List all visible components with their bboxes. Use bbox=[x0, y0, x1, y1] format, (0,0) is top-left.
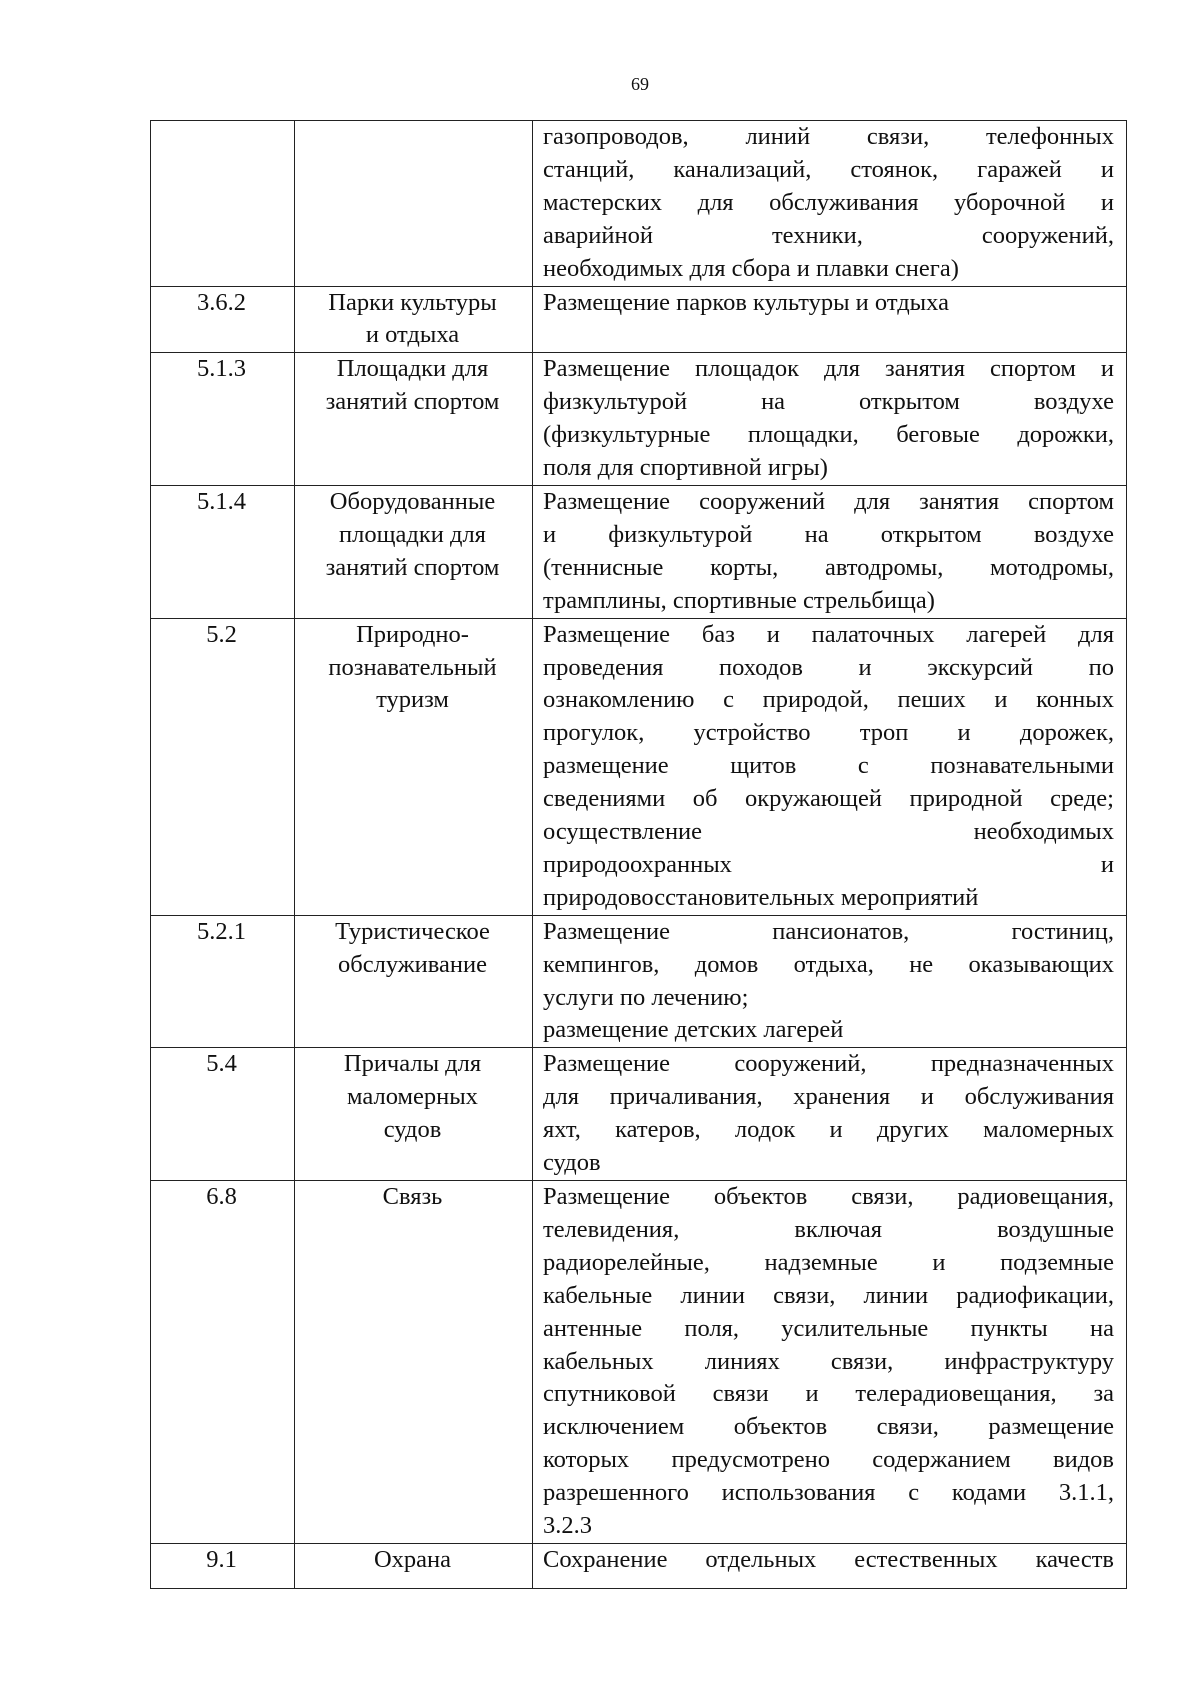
description-line: необходимых для сбора и плавки снега) bbox=[543, 254, 959, 282]
name-line: туризм bbox=[376, 686, 449, 714]
description-line: Размещение пансионатов, гостиниц, bbox=[543, 917, 1114, 945]
name-line: занятий спортом bbox=[325, 388, 500, 416]
description-line: и физкультурой на открытом воздухе bbox=[543, 520, 1114, 548]
name-line: и отдыха bbox=[365, 321, 460, 349]
name-cell bbox=[295, 618, 533, 915]
name-line: Охрана bbox=[373, 1545, 452, 1573]
description-line: природоохранных и bbox=[543, 850, 1114, 878]
description-line: газопроводов, линий связи, телефонных bbox=[543, 123, 1114, 150]
description-line: станций, канализаций, стоянок, гаражей и bbox=[543, 155, 1114, 183]
code-cell bbox=[151, 121, 295, 287]
name-line: Площадки для bbox=[336, 355, 489, 383]
description-line: для причаливания, хранения и обслуживания bbox=[543, 1083, 1114, 1111]
description-line: (теннисные корты, автодромы, мотодромы, bbox=[543, 553, 1114, 581]
description-line: судов bbox=[543, 1149, 601, 1177]
description-line: трамплины, спортивные стрельбища) bbox=[543, 586, 935, 614]
description-line: телевидения, включая воздушные bbox=[543, 1215, 1114, 1243]
description-line: антенные поля, усилительные пункты на bbox=[543, 1314, 1114, 1342]
code-cell: 5.1.3 bbox=[151, 353, 295, 486]
description-cell bbox=[533, 1181, 1127, 1544]
description-line: физкультурой на открытом воздухе bbox=[543, 388, 1114, 416]
description-line: ознакомлению с природой, пеших и конных bbox=[543, 686, 1114, 714]
description-line: мастерских для обслуживания уборочной и bbox=[543, 188, 1114, 216]
description-line: размещение щитов с познавательными bbox=[543, 752, 1114, 780]
name-cell bbox=[295, 1543, 533, 1588]
code-cell: 5.4 bbox=[151, 1048, 295, 1181]
description-line: Размещение парков культуры и отдыха bbox=[543, 288, 949, 316]
name-line: занятий спортом bbox=[325, 553, 500, 581]
description-cell bbox=[533, 618, 1127, 915]
description-line: осуществление необходимых bbox=[543, 818, 1114, 846]
code-cell: 6.8 bbox=[151, 1181, 295, 1544]
table-body bbox=[151, 121, 1127, 1589]
name-cell bbox=[295, 353, 533, 486]
name-line: судов bbox=[383, 1116, 442, 1144]
description-line: проведения походов и экскурсий по bbox=[543, 653, 1114, 681]
name-line: Оборудованные bbox=[329, 487, 496, 515]
description-line: Сохранение отдельных естественных качеств bbox=[543, 1545, 1114, 1573]
description-line: (физкультурные площадки, беговые дорожки, bbox=[543, 421, 1114, 449]
name-line: площадки для bbox=[339, 520, 486, 548]
name-line: обслуживание bbox=[338, 950, 487, 978]
description-line: природовосстановительных мероприятий bbox=[543, 883, 979, 911]
description-cell bbox=[533, 1543, 1127, 1588]
description-line: яхт, катеров, лодок и других маломерных bbox=[543, 1116, 1114, 1144]
name-line: Связь bbox=[382, 1183, 443, 1210]
name-cell bbox=[295, 121, 533, 287]
description-cell bbox=[533, 1048, 1127, 1181]
description-cell bbox=[533, 485, 1127, 618]
description-line: Размещение сооружений, предназначенных bbox=[543, 1050, 1114, 1078]
table-row bbox=[151, 1048, 1127, 1181]
description-line: размещение детских лагерей bbox=[543, 1016, 844, 1044]
table-row bbox=[151, 1543, 1127, 1588]
description-line: Размещение сооружений для занятия спортом bbox=[543, 487, 1114, 515]
table-row bbox=[151, 353, 1127, 486]
name-line: Природно- bbox=[356, 620, 469, 648]
code-cell: 5.2 bbox=[151, 618, 295, 915]
description-line: сведениями об окружающей природной среде; bbox=[543, 785, 1114, 813]
description-line: поля для спортивной игры) bbox=[543, 454, 828, 482]
description-line: которых предусмотрено содержанием видов bbox=[543, 1446, 1114, 1474]
code-cell: 5.1.4 bbox=[151, 485, 295, 618]
description-line: кабельных линиях связи, инфраструктуру bbox=[543, 1347, 1114, 1375]
description-line: 3.2.3 bbox=[543, 1512, 592, 1540]
name-line: маломерных bbox=[347, 1083, 478, 1111]
description-line: кемпингов, домов отдыха, не оказывающих bbox=[543, 950, 1114, 978]
name-line: познавательный bbox=[328, 653, 497, 681]
table-row bbox=[151, 485, 1127, 618]
description-cell bbox=[533, 915, 1127, 1048]
description-line: прогулок, устройство троп и дорожек, bbox=[543, 719, 1114, 747]
description-line: Размещение баз и палаточных лагерей для bbox=[543, 620, 1114, 648]
table-row bbox=[151, 286, 1127, 353]
name-cell bbox=[295, 1181, 533, 1544]
page-number: 69 bbox=[631, 74, 649, 94]
code-cell: 3.6.2 bbox=[151, 286, 295, 353]
table-row bbox=[151, 1181, 1127, 1544]
table-row bbox=[151, 121, 1127, 287]
description-line: разрешенного использования с кодами 3.1.1, bbox=[543, 1479, 1114, 1507]
name-line: Причалы для bbox=[343, 1050, 482, 1078]
description-line: Размещение объектов связи, радиовещания, bbox=[543, 1183, 1114, 1210]
description-line: спутниковой связи и телерадиовещания, за bbox=[543, 1380, 1114, 1408]
name-line: Парки культуры bbox=[328, 288, 497, 316]
description-line: Размещение площадок для занятия спортом и bbox=[543, 355, 1114, 383]
description-line: аварийной техники, сооружений, bbox=[543, 221, 1114, 249]
code-cell: 9.1 bbox=[151, 1543, 295, 1588]
description-line: услуги по лечению; bbox=[543, 983, 749, 1011]
name-cell bbox=[295, 1048, 533, 1181]
description-cell bbox=[533, 353, 1127, 486]
description-cell bbox=[533, 286, 1127, 353]
description-line: исключением объектов связи, размещение bbox=[543, 1413, 1114, 1441]
description-cell bbox=[533, 121, 1127, 287]
description-line: кабельные линии связи, линии радиофикации, bbox=[543, 1281, 1114, 1309]
name-cell bbox=[295, 915, 533, 1048]
name-line: Туристическое bbox=[335, 917, 490, 945]
table-row bbox=[151, 915, 1127, 1048]
table-row bbox=[151, 618, 1127, 915]
name-cell bbox=[295, 286, 533, 353]
name-cell bbox=[295, 485, 533, 618]
code-cell: 5.2.1 bbox=[151, 915, 295, 1048]
land-use-table bbox=[150, 120, 1127, 1589]
description-line: радиорелейные, надземные и подземные bbox=[543, 1248, 1114, 1276]
